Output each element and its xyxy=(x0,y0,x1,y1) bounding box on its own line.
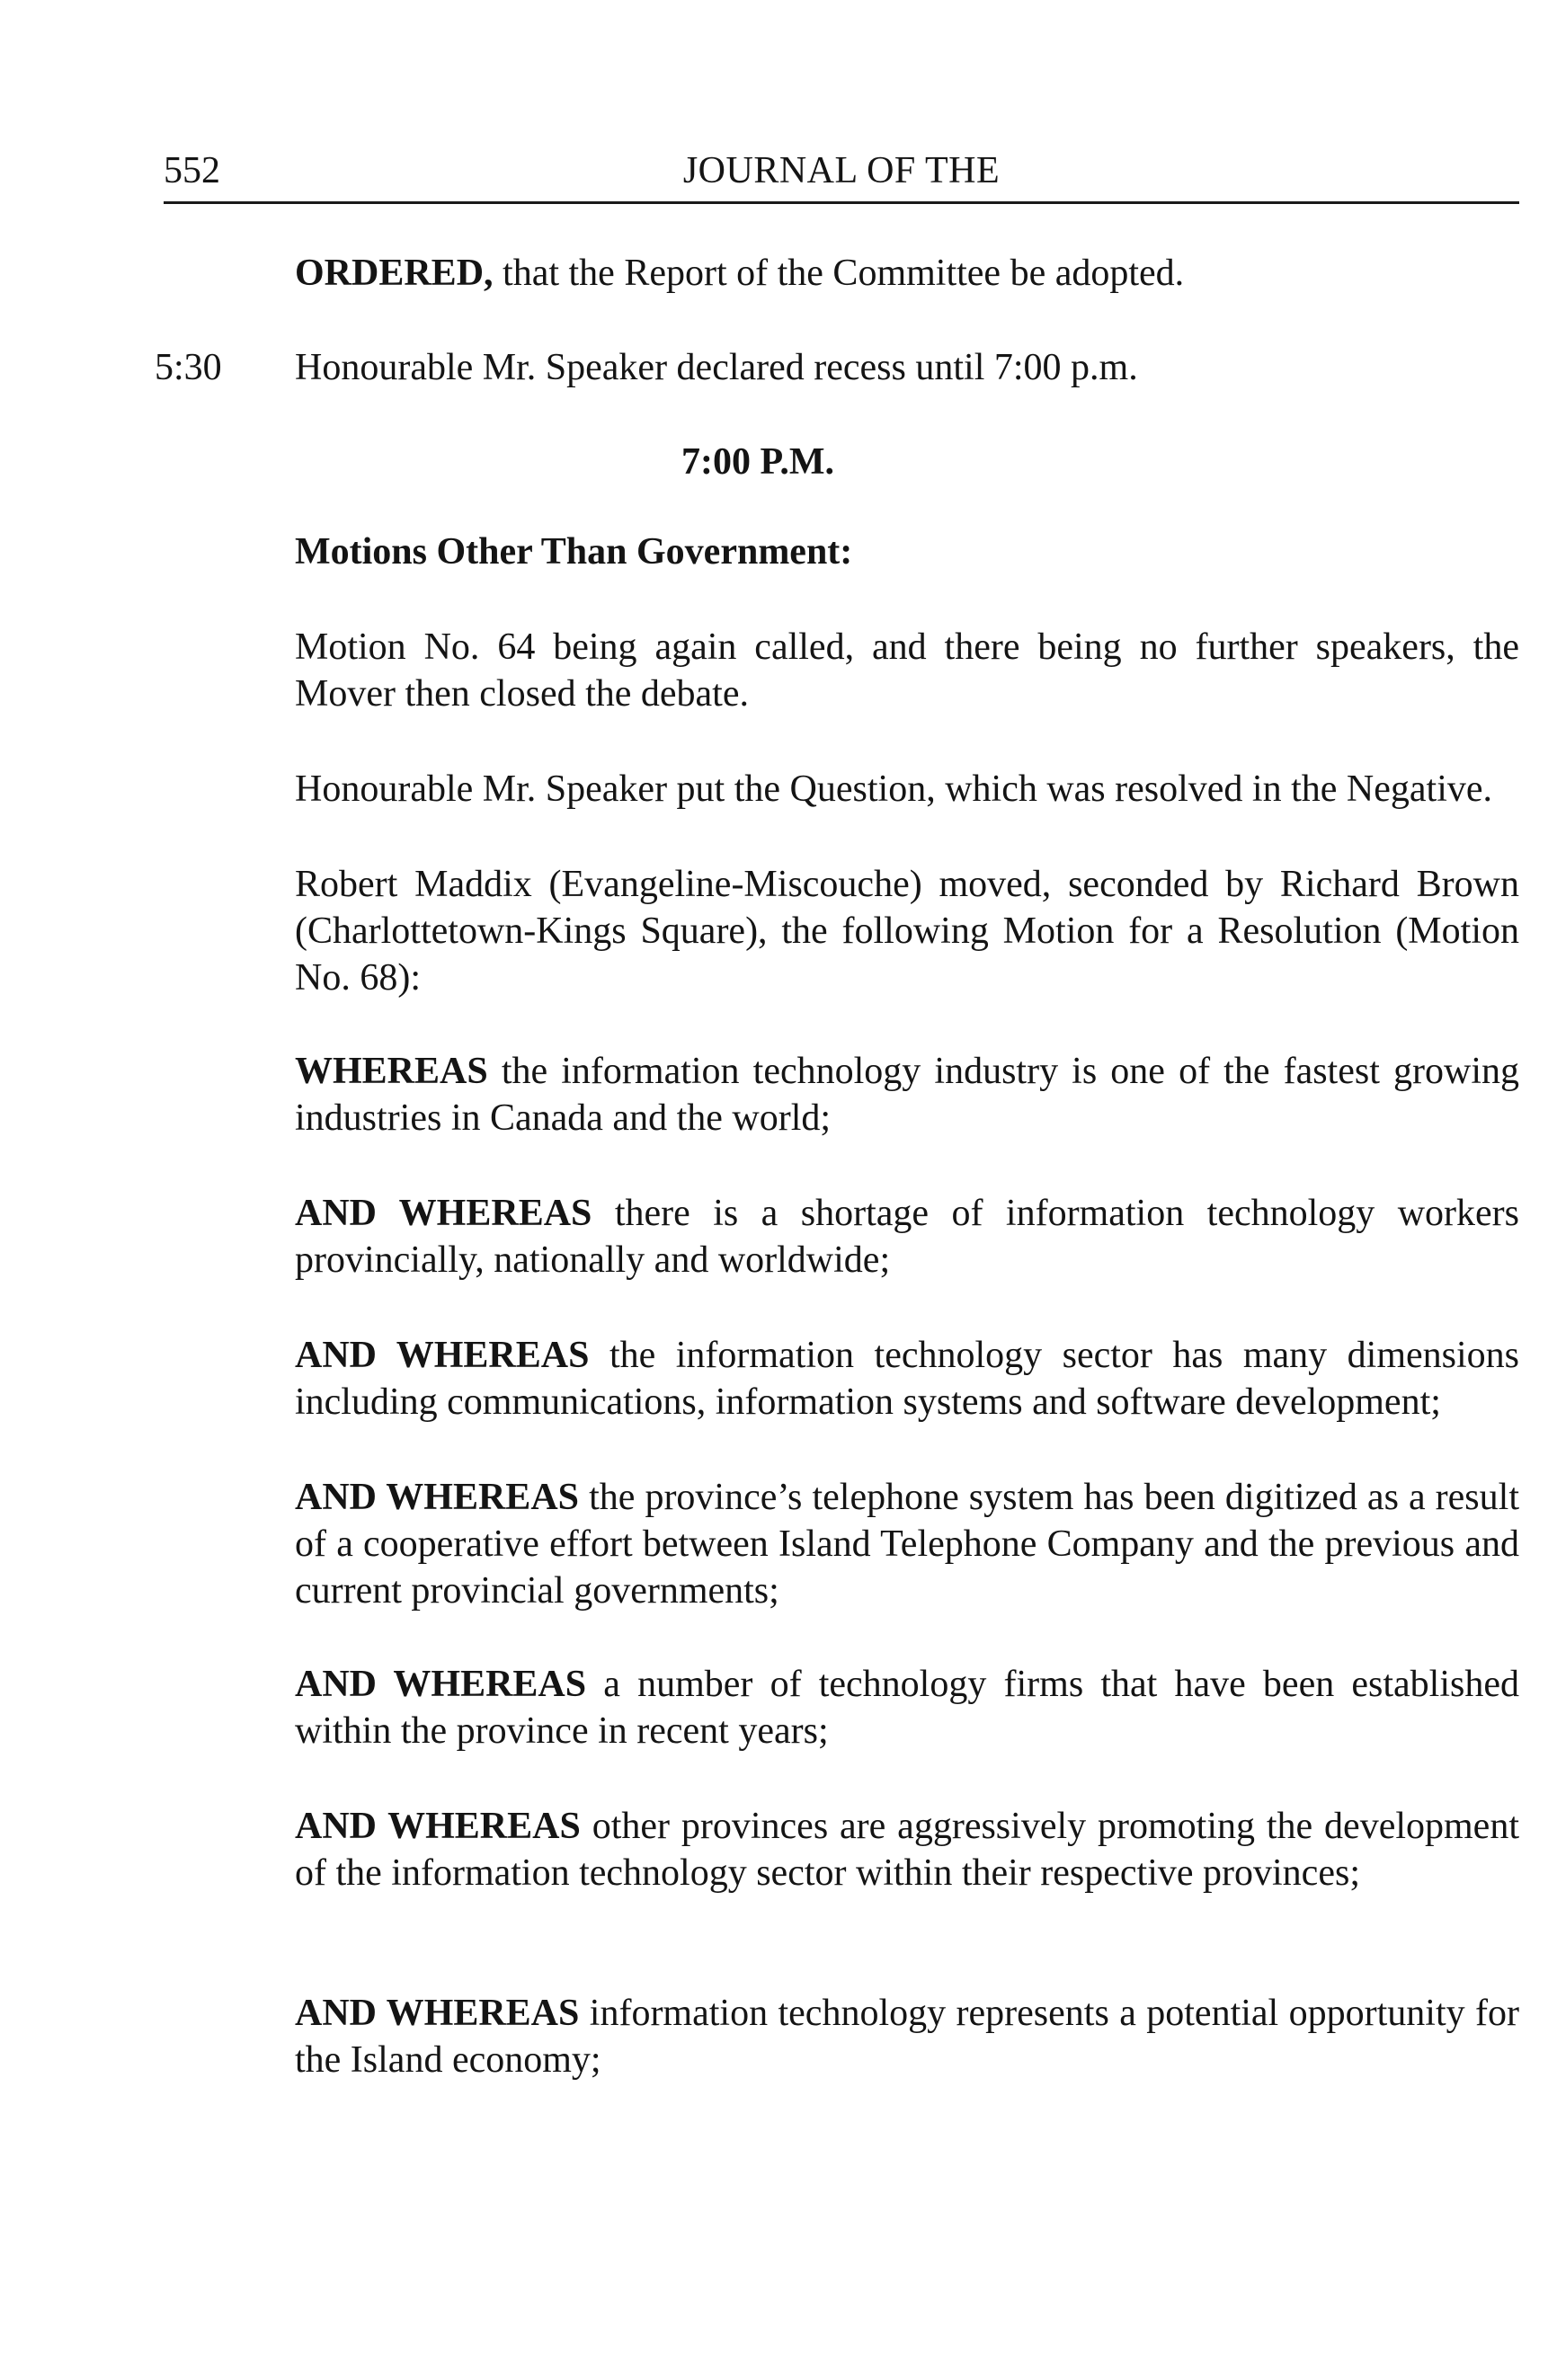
whereas-clause: WHEREAS the information technology industry is one of the fastest growing industries in Canada and the world; xyxy=(295,1051,1519,1139)
whereas-clause: AND WHEREAS information technology represents a potential opportunity for the Island economy; xyxy=(295,1993,1520,2081)
recess-time: 5:30 xyxy=(155,347,222,388)
evening-heading: 7:00 P.M. xyxy=(681,441,834,483)
question-paragraph: Honourable Mr. Speaker put the Question, which was resolved in the Negative. xyxy=(295,768,1493,810)
whereas-clause: AND WHEREAS there is a shortage of information technology workers provincially, nationally and worldwide; xyxy=(295,1193,1519,1281)
motion-64-paragraph: Motion No. 64 being again called, and there being no further speakers, the Mover then closed the debate. xyxy=(295,626,1519,715)
ordered-text: that the Report of the Committee be adopted. xyxy=(493,253,1185,294)
moved-paragraph: Robert Maddix (Evangeline-Miscouche) moved, seconded by Richard Brown (Charlottetown-Kings Square), the following Motion for a Resolution (Motion No. 68): xyxy=(295,864,1519,999)
section-heading: Motions Other Than Government: xyxy=(295,531,853,573)
recess-paragraph: Honourable Mr. Speaker declared recess until 7:00 p.m. xyxy=(295,347,1138,388)
page-header xyxy=(164,144,1519,198)
whereas-clause: AND WHEREAS the province’s telephone system has been digitized as a result of a cooperative effort between Island Telephone Company and the previous and current provincial governments; xyxy=(295,1477,1519,1612)
whereas-clause: AND WHEREAS the information technology sector has many dimensions including communications, information systems and software development; xyxy=(295,1335,1520,1423)
ordered-lead: ORDERED, xyxy=(295,253,494,294)
journal-title: JOURNAL OF THE xyxy=(682,150,1001,191)
header-rule xyxy=(164,201,1519,204)
page-number: 552 xyxy=(164,150,220,191)
whereas-clause: AND WHEREAS a number of technology firms that have been established within the province in recent years; xyxy=(295,1664,1519,1752)
whereas-clause: AND WHEREAS other provinces are aggressively promoting the development of the information technology sector within their respective provinces; xyxy=(295,1806,1519,1894)
ordered-paragraph xyxy=(295,250,1519,297)
